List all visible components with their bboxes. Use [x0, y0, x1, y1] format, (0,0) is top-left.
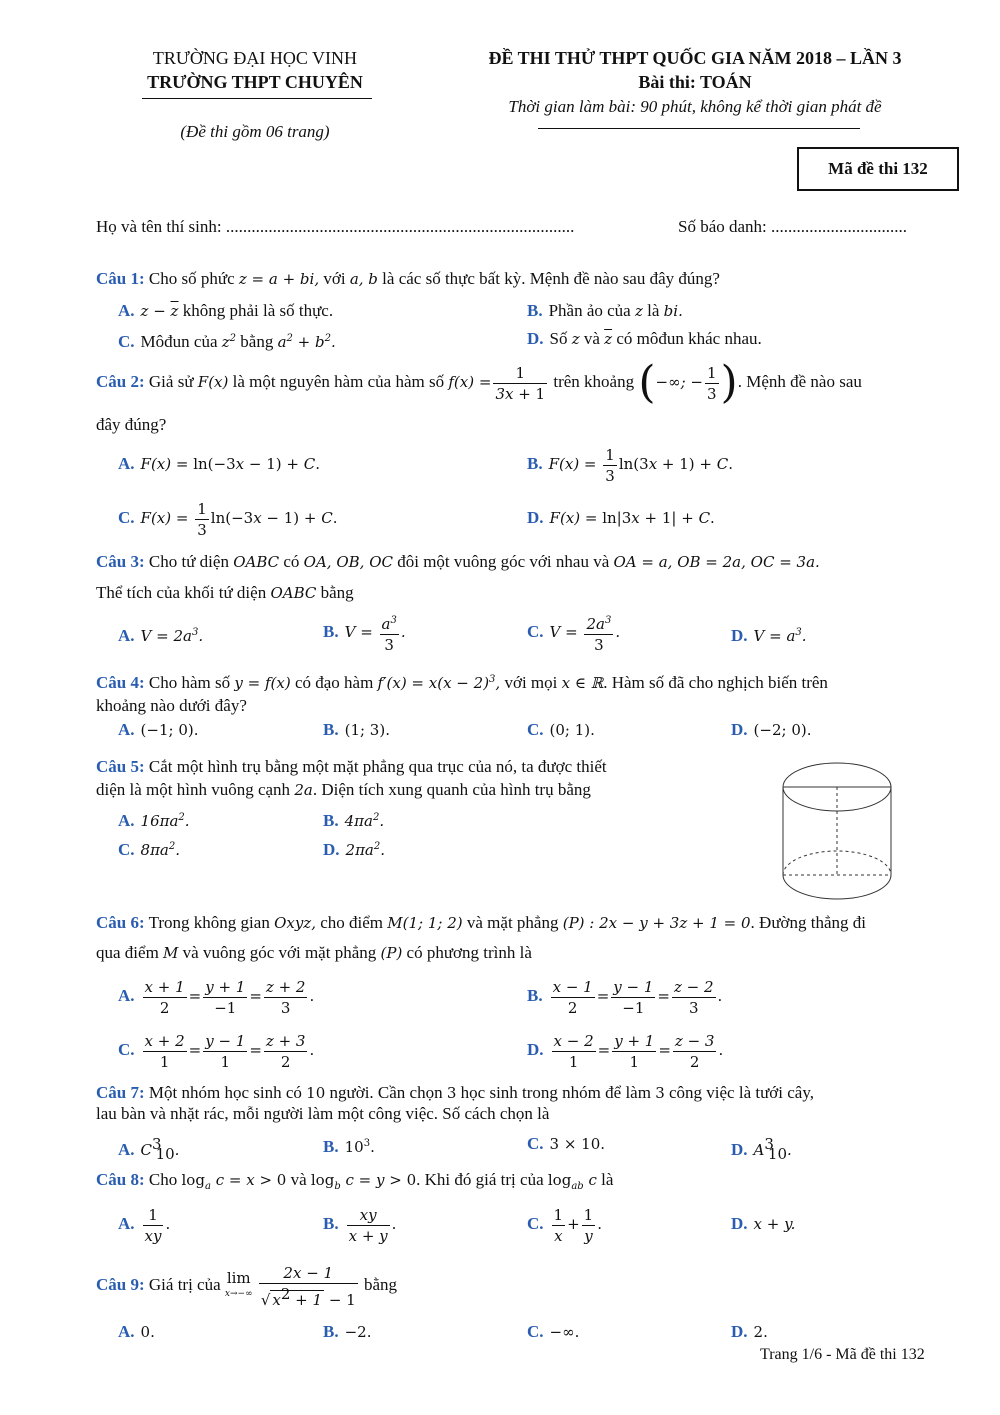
- q5-option-c: C. $8\pi a^2$.: [118, 840, 181, 859]
- q1-option-c: C. Môđun của $z^2$ bằng $a^2 + b^2$.: [118, 332, 336, 351]
- question-9: Câu 9: Giá trị của lim x→−∞ $\frac{2x - 1}{√ x^2 + 1 - 1}$ bằng: [96, 1263, 397, 1309]
- q5-option-d: D. $2\pi a^2$.: [323, 840, 386, 859]
- q4-stem-continued: khoảng nào dưới đây?: [96, 696, 247, 715]
- question-number: Câu 3:: [96, 552, 145, 571]
- q7-option-d: D. $A^3_{10}$.: [731, 1135, 792, 1163]
- question-3: Câu 3: Cho tứ diện OABC có OA, OB, OC đôi một vuông góc với nhau và OA = a, OB = 2a, OC = 3a.: [96, 552, 820, 571]
- q2-option-b: B. F(x) = $\frac{1}{3}$ ln(3x + 1) + C.: [527, 445, 734, 485]
- q6-option-a: A. $\frac{x + 1}{2}$ = $\frac{y + 1}{-1}$ = $\frac{z + 2}{3}$ .: [118, 977, 315, 1017]
- question-number: Câu 5:: [96, 757, 145, 776]
- q5-option-b: B. $4\pi a^2$.: [323, 811, 385, 830]
- q6-option-d: D. $\frac{x - 2}{1}$ = $\frac{y + 1}{1}$ = $\frac{z - 3}{2}$ .: [527, 1031, 724, 1071]
- question-6-continued: qua điểm M và vuông góc với mặt phẳng (P) có phương trình là: [96, 943, 532, 962]
- exam-time: Thời gian làm bài: 90 phút, không kể thời gian phát đề: [508, 97, 882, 116]
- question-number: Câu 8:: [96, 1170, 145, 1189]
- question-4: Câu 4: Cho hàm số y = f(x) có đạo hàm $f'(x) = x(x - 2)^3$, với mọi x ∈ ℝ. Hàm số đã cho nghịch biến trên: [96, 673, 828, 692]
- q9-option-c: C. −∞.: [527, 1322, 580, 1341]
- question-number: Câu 2:: [96, 372, 145, 391]
- school-name-2: TRƯỜNG THPT CHUYÊN: [147, 72, 363, 92]
- q3-option-c: C. V = $\frac{2a^3}{3}$ .: [527, 607, 620, 657]
- q8-option-b: B. $\frac{xy}{x + y}$ .: [323, 1205, 397, 1245]
- q3-option-d: D. $V = a^3$.: [731, 626, 807, 645]
- q8-option-a: A. $\frac{1}{xy}$ .: [118, 1205, 171, 1245]
- q3-option-b: B. V = $\frac{a^3}{3}$ .: [323, 607, 406, 657]
- question-number: Câu 1:: [96, 269, 145, 288]
- cylinder-figure: [775, 755, 900, 905]
- student-id-field: Số báo danh: ................................: [678, 217, 908, 236]
- q5-option-a: A. $16\pi a^2$.: [118, 811, 190, 830]
- q7-option-a: A. $C^3_{10}$.: [118, 1135, 180, 1163]
- q9-option-b: B. −2.: [323, 1322, 372, 1341]
- question-number: Câu 6:: [96, 913, 145, 932]
- q2-stem-continued: đây đúng?: [96, 415, 167, 434]
- student-name-field: Họ và tên thí sinh: ..................................................................................: [96, 217, 575, 236]
- q4-option-a: A. (−1; 0).: [118, 720, 199, 739]
- question-number: Câu 9:: [96, 1275, 145, 1294]
- school-name-1: TRƯỜNG ĐẠI HỌC VINH: [152, 48, 358, 68]
- question-7-continued: lau bàn và nhặt rác, mỗi người làm một công việc. Số cách chọn là: [96, 1104, 550, 1123]
- exam-title: ĐỀ THI THỬ THPT QUỐC GIA NĂM 2018 – LẦN 3: [488, 48, 902, 68]
- q4-option-d: D. (−2; 0).: [731, 720, 812, 739]
- question-7: Câu 7: Một nhóm học sinh có 10 người. Cần chọn 3 học sinh trong nhóm để làm 3 công việc là tưới cây,: [96, 1083, 814, 1102]
- q4-option-c: C. (0; 1).: [527, 720, 595, 739]
- q2-option-d: D. F(x) = ln|3x + 1| + C.: [527, 508, 715, 527]
- q9-option-d: D. 2.: [731, 1322, 768, 1341]
- time-underline: [538, 128, 860, 129]
- question-5-continued: diện là một hình vuông cạnh 2a. Diện tích xung quanh của hình trụ bằng: [96, 780, 591, 799]
- q3-option-a: A. $V = 2a^3$.: [118, 626, 204, 645]
- exam-code-box: Mã đề thi 132: [797, 147, 959, 191]
- q7-option-b: B. $10^3$.: [323, 1137, 375, 1156]
- q1-option-a: A. $z - \overline{z}$ không phải là số thực.: [118, 301, 334, 320]
- q8-option-d: D. x + y.: [731, 1214, 796, 1233]
- q8-option-c: C. $\frac{1}{x}$ + $\frac{1}{y}$ .: [527, 1205, 602, 1245]
- q1-option-b: B. Phần ảo của z là bi.: [527, 301, 683, 320]
- question-3-continued: Thể tích của khối tứ diện OABC bằng: [96, 583, 354, 602]
- page-footer: Trang 1/6 - Mã đề thi 132: [760, 1346, 925, 1363]
- q6-option-b: B. $\frac{x - 1}{2}$ = $\frac{y - 1}{-1}$ = $\frac{z - 2}{3}$ .: [527, 977, 723, 1017]
- question-5: Câu 5: Cắt một hình trụ bằng một mặt phẳng qua trục của nó, ta được thiết: [96, 757, 607, 776]
- question-8: Câu 8: Cho $\log_a c = x > 0$ và $\log_b c = y > 0$. Khi đó giá trị của $\log_{ab} c$ là: [96, 1170, 614, 1192]
- question-number: Câu 4:: [96, 673, 145, 692]
- q2-option-a: A. F(x) = ln(−3x − 1) + C.: [118, 454, 320, 473]
- q4-option-b: B. (1; 3).: [323, 720, 390, 739]
- school-underline: [142, 98, 372, 99]
- question-6: Câu 6: Trong không gian Oxyz, cho điểm M(1; 1; 2) và mặt phẳng (P) : 2x − y + 3z + 1 = 0. Đường thẳng đi: [96, 913, 867, 932]
- q6-option-c: C. $\frac{x + 2}{1}$ = $\frac{y - 1}{1}$ = $\frac{z + 3}{2}$ .: [118, 1031, 315, 1071]
- question-1: Câu 1: Cho số phức z = a + bi, với a, b là các số thực bất kỳ. Mệnh đề nào sau đây đúng?: [96, 269, 720, 288]
- q1-option-d: D. Số z và $\overline{z}$ có môđun khác nhau.: [527, 329, 762, 348]
- question-number: Câu 7:: [96, 1083, 145, 1102]
- q2-option-c: C. F(x) = $\frac{1}{3}$ ln(−3x − 1) + C.: [118, 499, 338, 539]
- pages-note: (Đề thi gồm 06 trang): [180, 122, 330, 141]
- exam-subject: Bài thi: TOÁN: [638, 72, 752, 92]
- question-2: Câu 2: Giả sử F(x) là một nguyên hàm của hàm số f(x) = $\frac{1}{3x + 1}$ trên khoảng (−∞; − $\frac{1}{3}$ ). Mệnh đề nào sau: [96, 357, 862, 409]
- q9-option-a: A. 0.: [118, 1322, 155, 1341]
- q7-option-c: C. 3 × 10.: [527, 1134, 606, 1153]
